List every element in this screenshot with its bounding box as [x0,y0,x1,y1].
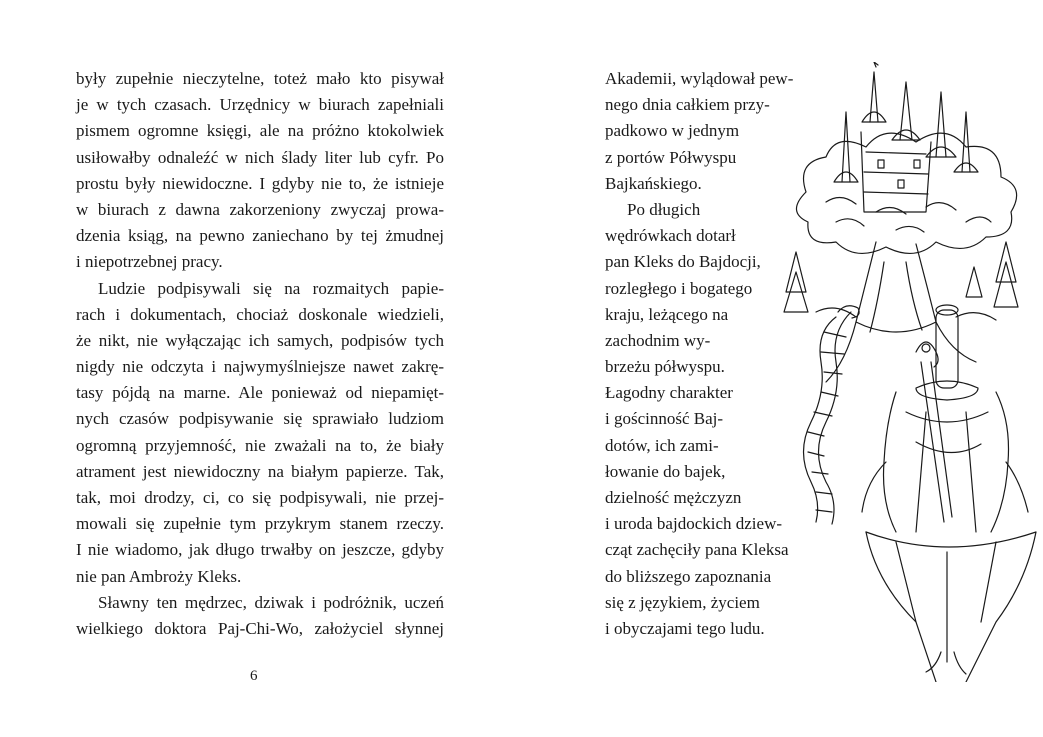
text-line: dzielność mężczyzn [605,488,742,507]
text-line: i obyczajami tego ludu. [605,618,765,638]
text-line: i uroda bajdockich dziew- [605,514,783,534]
text-line: mowali się zupełnie tym przykrym stanem rzeczy. [76,514,444,534]
text-line: padkowo w jednym [605,121,740,141]
page-number: 6 [250,668,258,684]
text-line: rach i dokumentach, chociaż doskonale wiedzieli, [76,304,444,324]
text-line: cząt zachęciły pana Kleksa [605,540,789,560]
right-page [521,0,1043,737]
text-line: prostu były niewidoczne. I gdyby nie to, że istnieje [76,173,444,193]
text-line: kraju, leżącego na [605,304,729,324]
text-line: atrament jest niewidoczny na białym papierze. Tak, [76,461,444,481]
text-line: I nie wiadomo, jak długo trwałby on jeszcze, gdyby [76,540,444,560]
text-line: w biurach z dawna zakorzeniony zwyczaj prowa- [76,199,444,219]
left-page [0,0,521,737]
text-line: łowanie do bajek, [605,461,726,481]
text-line: i niepotrzebnej pracy. [76,252,223,272]
text-line: Sławny ten mędrzec, dziwak i podróżnik, uczeń [98,592,444,612]
text-line: że nikt, nie wyłączając ich samych, podpisów tych [76,330,444,350]
text-line: rozległego i bogatego [605,278,753,298]
text-line: nie pan Ambroży Kleks. [76,566,242,586]
text-line: zachodnim wy- [605,330,711,350]
text-line: były zupełnie nieczytelne, toteż mało kto pisywał [76,69,444,88]
text-line: Bajkańskiego. [605,173,702,193]
text-line: pismem ogromne księgi, ale na próżno ktokolwiek [76,121,444,141]
text-line: Po długich [627,199,701,219]
text-line: tak, moi drodzy, ci, co się podpisywali, nie przej- [76,488,444,507]
text-line: brzeżu półwyspu. [605,357,725,377]
text-line: nego dnia całkiem przy- [605,95,770,115]
pan-kleks-illustration [766,62,1041,682]
text-line: z portów Półwyspu [605,147,737,167]
text-line: Akademii, wylądował pew- [605,69,794,88]
text-line: dotów, ich zami- [605,435,719,455]
text-line: je w tych czasach. Urzędnicy w biurach zapełniali [76,95,444,115]
text-line: nych czasów podpisywanie się sprawiało ludziom [76,409,444,429]
text-line: wielkiego doktora Paj-Chi-Wo, założyciel słynnej [76,618,444,638]
text-line: się z językiem, życiem [605,592,760,612]
kleks-figure [862,305,1036,682]
text-line: i gościnność Baj- [605,409,724,429]
text-line: tasy pójdą na marne. Ale ponieważ od niepamięt- [76,383,444,403]
text-line: usiłowałby odnaleźć w nich ślady liter lub cyfr. Po [76,147,444,167]
text-line: dzenia ksiąg, na pewno zaniechano by tej żmudnej [76,226,444,246]
text-line: nigdy nie odczyta i najwymyślniejsze nawet zakrę- [76,357,444,377]
pine-trees [784,242,1018,320]
text-line: do bliższego zapoznania [605,566,772,586]
text-line: Łagodny charakter [605,383,733,403]
text-line: pan Kleks do Bajdocji, [605,252,761,272]
text-line: Ludzie podpisywali się na rozmaitych papie- [98,278,444,298]
left-page-text [76,66,444,642]
text-line: ogromną przyjemność, nie zważali na to, że biały [76,435,444,455]
text-line: wędrówkach dotarł [605,226,736,246]
